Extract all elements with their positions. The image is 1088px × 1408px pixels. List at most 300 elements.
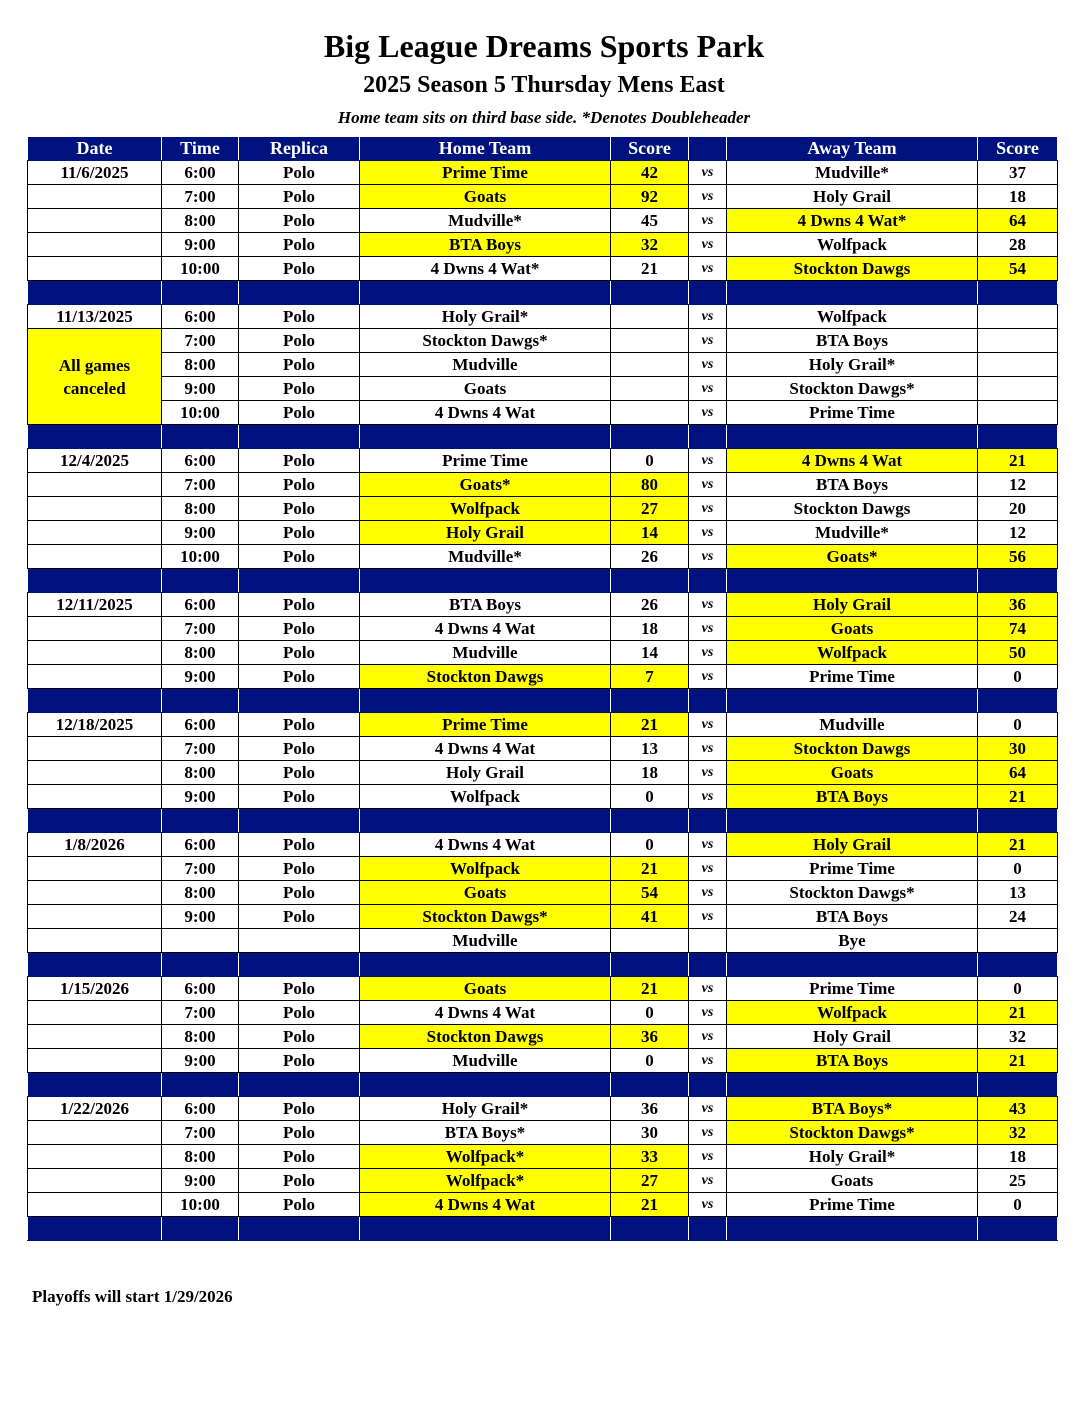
away-team: Holy Grail (727, 833, 978, 857)
game-date-empty (28, 1001, 162, 1025)
separator-cell (162, 689, 239, 713)
away-team: Stockton Dawgs (727, 737, 978, 761)
game-time: 8:00 (162, 641, 239, 665)
separator-cell (162, 1073, 239, 1097)
table-row (28, 713, 1058, 737)
separator-cell (611, 953, 689, 977)
vs-label: vs (689, 905, 727, 929)
game-time: 6:00 (162, 305, 239, 329)
home-team: Mudville (360, 929, 611, 953)
home-score: 0 (611, 449, 689, 473)
vs-label: vs (689, 257, 727, 281)
home-score: 36 (611, 1097, 689, 1121)
home-score (611, 401, 689, 425)
table-row (28, 377, 1058, 401)
game-time: 8:00 (162, 353, 239, 377)
page-subtitle: 2025 Season 5 Thursday Mens East (363, 72, 725, 98)
table-row (28, 185, 1058, 209)
away-score: 25 (978, 1169, 1058, 1193)
separator-cell (239, 569, 360, 593)
game-field: Polo (239, 1193, 360, 1217)
table-row (28, 449, 1058, 473)
away-score: 74 (978, 617, 1058, 641)
vs-label (689, 929, 727, 953)
away-team: Holy Grail (727, 185, 978, 209)
home-score: 33 (611, 1145, 689, 1169)
game-time (162, 929, 239, 953)
home-team: Mudville (360, 353, 611, 377)
home-score: 27 (611, 1169, 689, 1193)
home-team: Goats (360, 881, 611, 905)
away-team: Stockton Dawgs* (727, 1121, 978, 1145)
away-score (978, 329, 1058, 353)
away-score: 0 (978, 857, 1058, 881)
away-team: Prime Time (727, 401, 978, 425)
vs-label: vs (689, 1145, 727, 1169)
table-row (28, 761, 1058, 785)
away-team: BTA Boys (727, 473, 978, 497)
home-team: Goats (360, 977, 611, 1001)
home-score: 14 (611, 641, 689, 665)
game-time: 9:00 (162, 1049, 239, 1073)
game-date-empty (28, 209, 162, 233)
separator-cell (727, 689, 978, 713)
home-team: 4 Dwns 4 Wat (360, 401, 611, 425)
game-time: 6:00 (162, 833, 239, 857)
game-date-empty (28, 881, 162, 905)
away-score: 13 (978, 881, 1058, 905)
away-team: Mudville* (727, 161, 978, 185)
game-date-empty (28, 545, 162, 569)
home-team: Prime Time (360, 449, 611, 473)
table-row (28, 257, 1058, 281)
game-date-empty (28, 785, 162, 809)
home-score: 26 (611, 593, 689, 617)
away-score: 50 (978, 641, 1058, 665)
away-team: Prime Time (727, 1193, 978, 1217)
game-time: 6:00 (162, 1097, 239, 1121)
game-time: 9:00 (162, 377, 239, 401)
game-date: 12/11/2025 (28, 593, 162, 617)
col-date: Date (28, 137, 162, 161)
game-date-empty (28, 1145, 162, 1169)
game-date-empty (28, 473, 162, 497)
separator-cell (727, 1073, 978, 1097)
table-row (28, 929, 1058, 953)
game-time: 6:00 (162, 593, 239, 617)
game-date: 1/15/2026 (28, 977, 162, 1001)
away-team: Prime Time (727, 665, 978, 689)
home-score: 27 (611, 497, 689, 521)
game-date-empty (28, 929, 162, 953)
home-team: Goats* (360, 473, 611, 497)
separator-cell (978, 569, 1058, 593)
separator-cell (727, 569, 978, 593)
separator-cell (689, 1217, 727, 1241)
game-field: Polo (239, 1025, 360, 1049)
game-field: Polo (239, 305, 360, 329)
vs-label: vs (689, 353, 727, 377)
away-score: 20 (978, 497, 1058, 521)
game-date: 11/6/2025 (28, 161, 162, 185)
week-separator (28, 425, 1058, 449)
home-score: 21 (611, 977, 689, 1001)
home-score: 0 (611, 833, 689, 857)
game-date-empty (28, 1169, 162, 1193)
home-score: 7 (611, 665, 689, 689)
away-score: 21 (978, 449, 1058, 473)
table-row (28, 977, 1058, 1001)
week-separator (28, 809, 1058, 833)
table-row (28, 665, 1058, 689)
away-team: Goats* (727, 545, 978, 569)
away-score: 0 (978, 977, 1058, 1001)
away-score (978, 353, 1058, 377)
separator-cell (162, 425, 239, 449)
away-team: Holy Grail* (727, 353, 978, 377)
game-date-empty (28, 1049, 162, 1073)
page-title: Big League Dreams Sports Park (323, 28, 765, 64)
home-score (611, 929, 689, 953)
vs-label: vs (689, 305, 727, 329)
game-field: Polo (239, 1049, 360, 1073)
vs-label: vs (689, 1169, 727, 1193)
table-row (28, 1097, 1058, 1121)
separator-cell (689, 569, 727, 593)
away-team: Mudville* (727, 521, 978, 545)
home-team: Stockton Dawgs (360, 665, 611, 689)
game-field: Polo (239, 353, 360, 377)
away-team: Stockton Dawgs* (727, 377, 978, 401)
away-team: Goats (727, 617, 978, 641)
home-team: Stockton Dawgs* (360, 329, 611, 353)
game-date-empty (28, 737, 162, 761)
home-team: 4 Dwns 4 Wat* (360, 257, 611, 281)
away-team: Holy Grail (727, 593, 978, 617)
away-score: 36 (978, 593, 1058, 617)
game-field: Polo (239, 233, 360, 257)
game-field: Polo (239, 905, 360, 929)
home-team: 4 Dwns 4 Wat (360, 737, 611, 761)
vs-label: vs (689, 1025, 727, 1049)
game-field: Polo (239, 1097, 360, 1121)
away-team: BTA Boys* (727, 1097, 978, 1121)
table-row (28, 521, 1058, 545)
game-date-empty (28, 521, 162, 545)
game-time: 6:00 (162, 713, 239, 737)
game-field: Polo (239, 185, 360, 209)
home-score: 32 (611, 233, 689, 257)
home-score: 36 (611, 1025, 689, 1049)
game-field: Polo (239, 377, 360, 401)
game-date: 11/13/2025 (28, 305, 162, 329)
away-team: Wolfpack (727, 1001, 978, 1025)
game-date-empty (28, 905, 162, 929)
separator-cell (978, 425, 1058, 449)
vs-label: vs (689, 593, 727, 617)
game-time: 8:00 (162, 761, 239, 785)
game-field: Polo (239, 497, 360, 521)
vs-label: vs (689, 881, 727, 905)
game-date-empty (28, 1193, 162, 1217)
home-score (611, 305, 689, 329)
game-time: 10:00 (162, 401, 239, 425)
away-score: 21 (978, 833, 1058, 857)
vs-label: vs (689, 497, 727, 521)
home-score: 0 (611, 785, 689, 809)
table-row (28, 1001, 1058, 1025)
separator-cell (360, 1073, 611, 1097)
game-date-empty (28, 497, 162, 521)
separator-cell (360, 425, 611, 449)
game-date-empty (28, 185, 162, 209)
week-separator (28, 953, 1058, 977)
separator-cell (727, 809, 978, 833)
separator-cell (727, 953, 978, 977)
col-vs (689, 137, 727, 161)
col-home-score: Score (611, 137, 689, 161)
vs-label: vs (689, 545, 727, 569)
separator-cell (162, 1217, 239, 1241)
table-row (28, 881, 1058, 905)
home-score (611, 377, 689, 401)
game-field: Polo (239, 1001, 360, 1025)
table-row (28, 473, 1058, 497)
home-team: Mudville (360, 641, 611, 665)
separator-cell (239, 953, 360, 977)
game-date-empty (28, 1121, 162, 1145)
game-time: 7:00 (162, 473, 239, 497)
game-time: 9:00 (162, 1169, 239, 1193)
away-score: 0 (978, 665, 1058, 689)
away-team: Holy Grail* (727, 1145, 978, 1169)
home-score: 0 (611, 1001, 689, 1025)
vs-label: vs (689, 1097, 727, 1121)
home-team: Goats (360, 185, 611, 209)
away-score: 28 (978, 233, 1058, 257)
game-field: Polo (239, 329, 360, 353)
home-team: Holy Grail* (360, 305, 611, 329)
home-team: 4 Dwns 4 Wat (360, 1193, 611, 1217)
table-row (28, 737, 1058, 761)
home-team: Stockton Dawgs* (360, 905, 611, 929)
game-time: 6:00 (162, 977, 239, 1001)
home-team: Mudville* (360, 545, 611, 569)
vs-label: vs (689, 833, 727, 857)
separator-cell (978, 809, 1058, 833)
away-score: 43 (978, 1097, 1058, 1121)
home-team: Wolfpack (360, 857, 611, 881)
game-field: Polo (239, 401, 360, 425)
game-field: Polo (239, 1121, 360, 1145)
away-team: BTA Boys (727, 1049, 978, 1073)
away-team: BTA Boys (727, 329, 978, 353)
game-field: Polo (239, 209, 360, 233)
away-score: 12 (978, 521, 1058, 545)
separator-cell (162, 809, 239, 833)
table-row (28, 641, 1058, 665)
home-score: 54 (611, 881, 689, 905)
away-team: Goats (727, 1169, 978, 1193)
separator-cell (239, 1073, 360, 1097)
game-date: 1/8/2026 (28, 833, 162, 857)
game-time: 10:00 (162, 257, 239, 281)
home-team: Stockton Dawgs (360, 1025, 611, 1049)
game-field: Polo (239, 593, 360, 617)
vs-label: vs (689, 377, 727, 401)
home-score: 18 (611, 617, 689, 641)
home-score: 41 (611, 905, 689, 929)
game-field (239, 929, 360, 953)
home-team: 4 Dwns 4 Wat (360, 1001, 611, 1025)
vs-label: vs (689, 233, 727, 257)
separator-cell (611, 689, 689, 713)
table-row (28, 305, 1058, 329)
separator-cell (28, 689, 162, 713)
header-row (28, 137, 1058, 161)
home-team: Holy Grail (360, 521, 611, 545)
game-field: Polo (239, 521, 360, 545)
home-team: Wolfpack* (360, 1145, 611, 1169)
table-row (28, 329, 1058, 353)
away-team: Wolfpack (727, 641, 978, 665)
game-date-empty (28, 761, 162, 785)
home-score: 13 (611, 737, 689, 761)
table-row (28, 1025, 1058, 1049)
home-team: BTA Boys (360, 233, 611, 257)
vs-label: vs (689, 977, 727, 1001)
vs-label: vs (689, 1121, 727, 1145)
game-field: Polo (239, 881, 360, 905)
away-score: 54 (978, 257, 1058, 281)
away-team: Stockton Dawgs (727, 257, 978, 281)
col-time: Time (162, 137, 239, 161)
separator-cell (239, 689, 360, 713)
separator-cell (978, 953, 1058, 977)
separator-cell (611, 1073, 689, 1097)
vs-label: vs (689, 521, 727, 545)
table-row (28, 857, 1058, 881)
home-team: Holy Grail* (360, 1097, 611, 1121)
separator-cell (727, 1217, 978, 1241)
col-replica: Replica (239, 137, 360, 161)
separator-cell (727, 425, 978, 449)
game-time: 8:00 (162, 497, 239, 521)
separator-cell (360, 809, 611, 833)
separator-cell (28, 1073, 162, 1097)
game-field: Polo (239, 1169, 360, 1193)
game-time: 9:00 (162, 233, 239, 257)
separator-cell (360, 281, 611, 305)
vs-label: vs (689, 617, 727, 641)
vs-label: vs (689, 473, 727, 497)
away-score: 30 (978, 737, 1058, 761)
home-score: 42 (611, 161, 689, 185)
game-field: Polo (239, 665, 360, 689)
game-time: 7:00 (162, 1001, 239, 1025)
away-score (978, 929, 1058, 953)
game-time: 8:00 (162, 881, 239, 905)
away-team: Stockton Dawgs (727, 497, 978, 521)
separator-cell (689, 425, 727, 449)
vs-label: vs (689, 761, 727, 785)
away-team: Prime Time (727, 977, 978, 1001)
game-field: Polo (239, 473, 360, 497)
table-row (28, 617, 1058, 641)
table-row (28, 1193, 1058, 1217)
game-date: 12/4/2025 (28, 449, 162, 473)
table-row (28, 1145, 1058, 1169)
away-team: Stockton Dawgs* (727, 881, 978, 905)
week-separator (28, 281, 1058, 305)
separator-cell (611, 425, 689, 449)
game-time: 8:00 (162, 1145, 239, 1169)
col-home-team: Home Team (360, 137, 611, 161)
home-score (611, 329, 689, 353)
away-team: Wolfpack (727, 233, 978, 257)
game-time: 10:00 (162, 545, 239, 569)
table-row (28, 1049, 1058, 1073)
away-score: 0 (978, 713, 1058, 737)
separator-cell (611, 1217, 689, 1241)
separator-cell (689, 281, 727, 305)
home-score: 18 (611, 761, 689, 785)
home-team: 4 Dwns 4 Wat (360, 833, 611, 857)
away-score: 24 (978, 905, 1058, 929)
home-team: BTA Boys (360, 593, 611, 617)
separator-cell (611, 281, 689, 305)
game-field: Polo (239, 257, 360, 281)
game-field: Polo (239, 737, 360, 761)
table-row (28, 545, 1058, 569)
schedule-table (27, 136, 1058, 1241)
separator-cell (28, 281, 162, 305)
home-score: 0 (611, 1049, 689, 1073)
away-score: 21 (978, 785, 1058, 809)
home-score: 21 (611, 857, 689, 881)
week-separator (28, 1073, 1058, 1097)
vs-label: vs (689, 1001, 727, 1025)
separator-cell (28, 1217, 162, 1241)
week-separator (28, 1217, 1058, 1241)
home-score: 21 (611, 1193, 689, 1217)
game-date: 12/18/2025 (28, 713, 162, 737)
vs-label: vs (689, 401, 727, 425)
game-field: Polo (239, 785, 360, 809)
game-field: Polo (239, 641, 360, 665)
game-time: 9:00 (162, 521, 239, 545)
home-team: Holy Grail (360, 761, 611, 785)
away-team: Bye (727, 929, 978, 953)
vs-label: vs (689, 329, 727, 353)
away-team: 4 Dwns 4 Wat (727, 449, 978, 473)
away-score: 21 (978, 1049, 1058, 1073)
away-score (978, 401, 1058, 425)
away-score: 21 (978, 1001, 1058, 1025)
separator-cell (689, 1073, 727, 1097)
separator-cell (689, 809, 727, 833)
table-row (28, 833, 1058, 857)
home-score: 80 (611, 473, 689, 497)
page-note: Home team sits on third base side. *Denotes Doubleheader (337, 108, 751, 127)
away-score: 12 (978, 473, 1058, 497)
separator-cell (28, 569, 162, 593)
game-date-empty (28, 1025, 162, 1049)
away-score: 32 (978, 1121, 1058, 1145)
game-time: 9:00 (162, 905, 239, 929)
away-score (978, 305, 1058, 329)
vs-label: vs (689, 641, 727, 665)
